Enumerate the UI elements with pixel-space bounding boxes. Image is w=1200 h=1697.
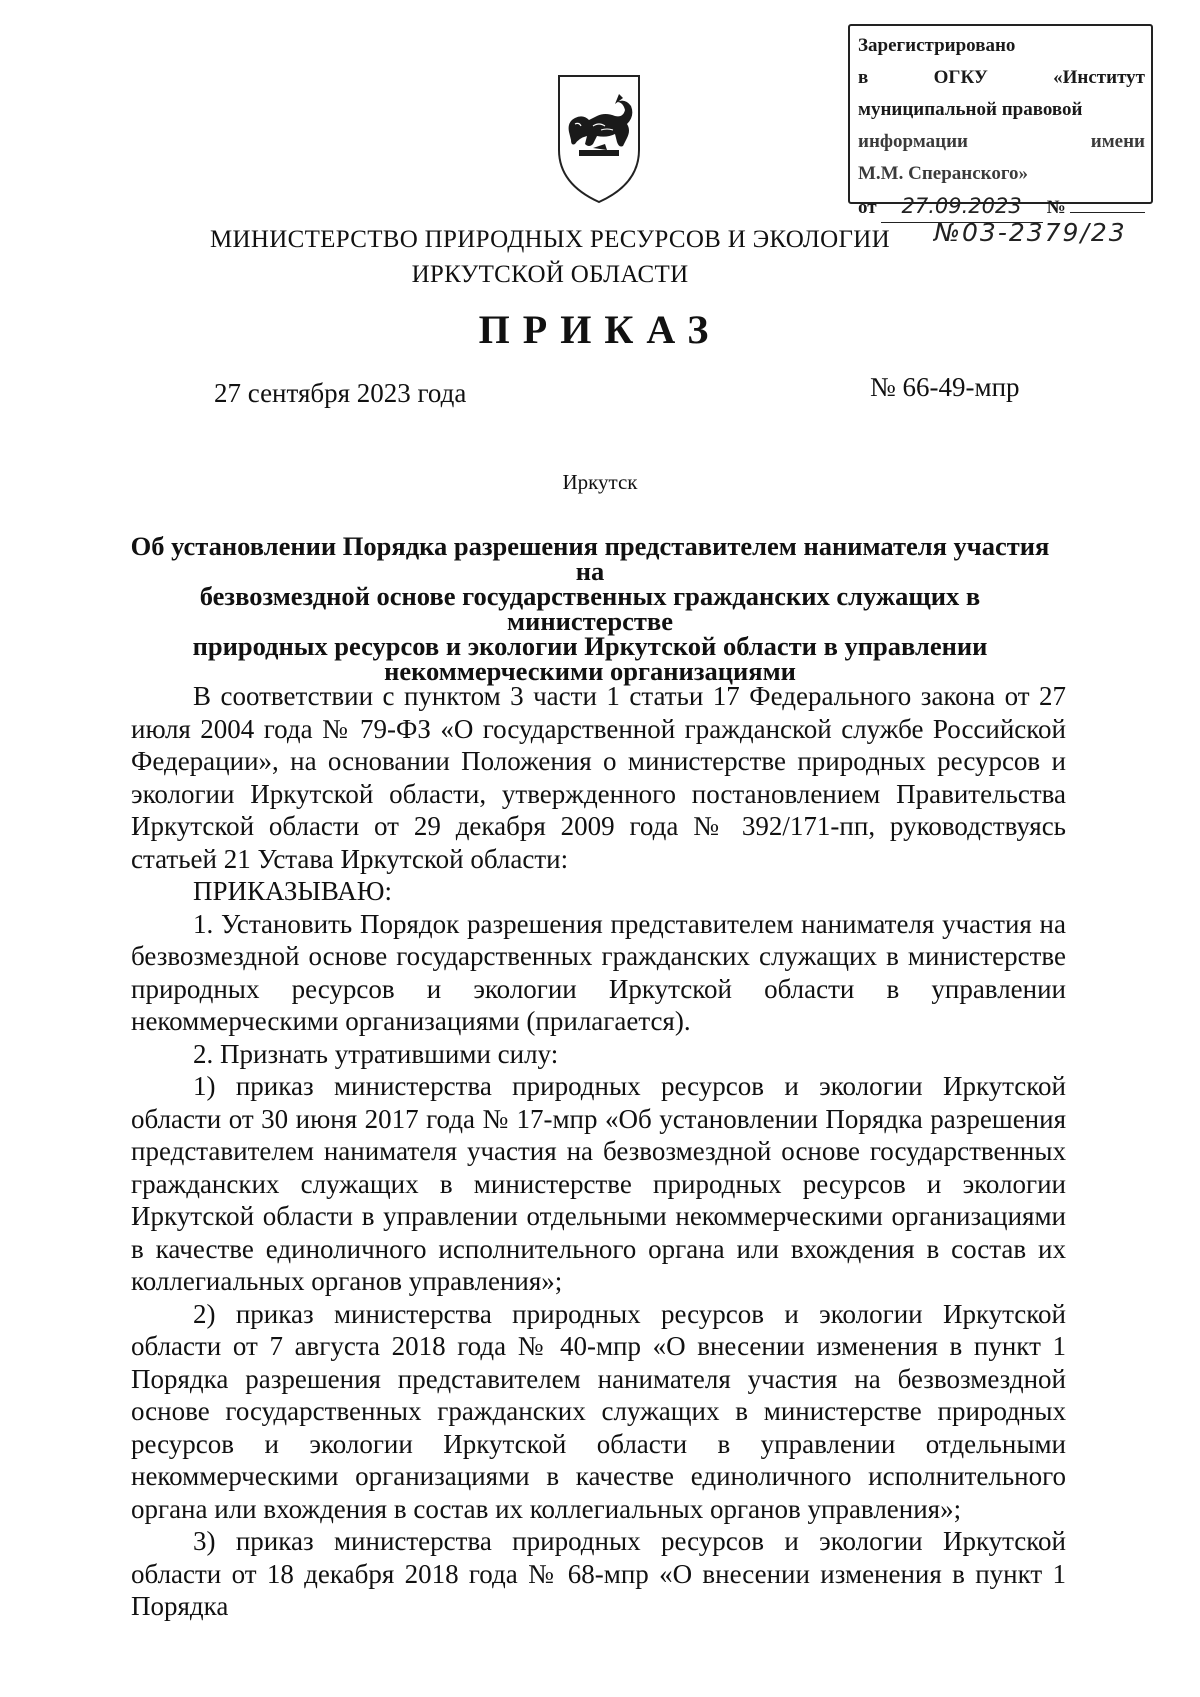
subject-line: Об установлении Порядка разрешения представителем нанимателя участия на [130, 531, 1050, 586]
order-subitem: 2) приказ министерства природных ресурсов и экологии Иркутской области от 7 августа 2018 года № 40-мпр «О внесении изменения в пункт 1 Порядка разрешения представителем нанимателя участия на безвозмездной основе государственных гражданских служащих в министерстве природных ресурсов и экологии Иркутской области в управлении отдельными некоммерческими организациями в качестве единоличного исполнительного органа или вхождения в состав их коллегиальных органов управления»; [131, 1298, 1066, 1524]
document-subject [120, 531, 1060, 686]
document-body [131, 680, 1066, 1623]
stamp-text: в [858, 67, 869, 88]
stamp-text: ОГКУ [933, 67, 988, 88]
stamp-number-blank [1070, 190, 1145, 213]
order-subitem: 1) приказ министерства природных ресурсов и экологии Иркутской области от 30 июня 2017 года № 17-мпр «Об установлении Порядка разрешения представителем нанимателя участия на безвозмездной основе государственных гражданских служащих в министерстве природных ресурсов и экологии Иркутской области в управлении отдельными некоммерческими организациями в качестве единоличного исполнительного органа или вхождения в состав их коллегиальных органов управления»; [131, 1071, 1066, 1296]
stamp-text: Зарегистрировано [858, 35, 1016, 56]
stamp-text: «Институт [1053, 67, 1145, 88]
registration-stamp [848, 24, 1153, 218]
document-type-title: ПРИКАЗ [478, 307, 722, 352]
stamp-text: имени [1090, 131, 1145, 152]
ministry-line: ИРКУТСКОЙ ОБЛАСТИ [411, 261, 689, 288]
stamp-text: информации [858, 131, 968, 152]
stamp-date-prefix: от [858, 197, 877, 218]
document-number: № 66-49-мпр [870, 372, 1020, 402]
subject-line: природных ресурсов и экологии Иркутской области в управлении [192, 631, 988, 661]
stamp-text: муниципальной правовой [858, 99, 1083, 120]
order-subitem: 3) приказ министерства природных ресурсов и экологии Иркутской области от 18 декабря 2018 года № 68-мпр «О внесении изменения в пункт 1 Порядка [131, 1526, 1066, 1621]
order-word: ПРИКАЗЫВАЮ: [193, 876, 392, 906]
order-item: 2. Признать утратившими силу: [193, 1038, 559, 1069]
stamp-line [858, 62, 1145, 94]
document-city: Иркутск [562, 470, 638, 494]
stamp-line [858, 94, 1145, 126]
order-item: 1. Установить Порядок разрешения представителем нанимателя участия на безвозмездной основе государственных гражданских служащих в министерстве природных ресурсов и экологии Иркутской области в управлении некоммерческими организациями (прилагается). [131, 908, 1066, 1036]
stamp-number-prefix: № [1046, 197, 1066, 218]
subject-line: некоммерческими организациями [384, 656, 796, 686]
coat-of-arms-icon [553, 72, 645, 206]
document-date: 27 сентября 2023 года [214, 378, 467, 408]
stamp-line [858, 158, 1145, 190]
subject-line: безвозмездной основе государственных гражданских служащих в министерстве [199, 581, 981, 636]
stamp-text: М.М. Сперанского» [858, 163, 1029, 184]
ministry-line: МИНИСТЕРСТВО ПРИРОДНЫХ РЕСУРСОВ И ЭКОЛОГИИ [210, 226, 890, 253]
handwritten-registration-number: №03-2379/23 [934, 218, 1127, 247]
ministry-name [150, 222, 950, 292]
stamp-date-value: 27.09.2023 [881, 190, 1043, 223]
preamble-paragraph: В соответствии с пунктом 3 части 1 статьи 17 Федерального закона от 27 июля 2004 года № 79-ФЗ «О государственной гражданской службе Российской Федерации», на основании Положения о министерстве природных ресурсов и экологии Иркутской области, утвержденного постановлением Правительства Иркутской области от 29 декабря 2009 года № 392/171-пп, руководствуясь статьей 21 Устава Иркутской области: [131, 681, 1066, 874]
stamp-line [858, 126, 1145, 158]
stamp-line [858, 30, 1145, 62]
